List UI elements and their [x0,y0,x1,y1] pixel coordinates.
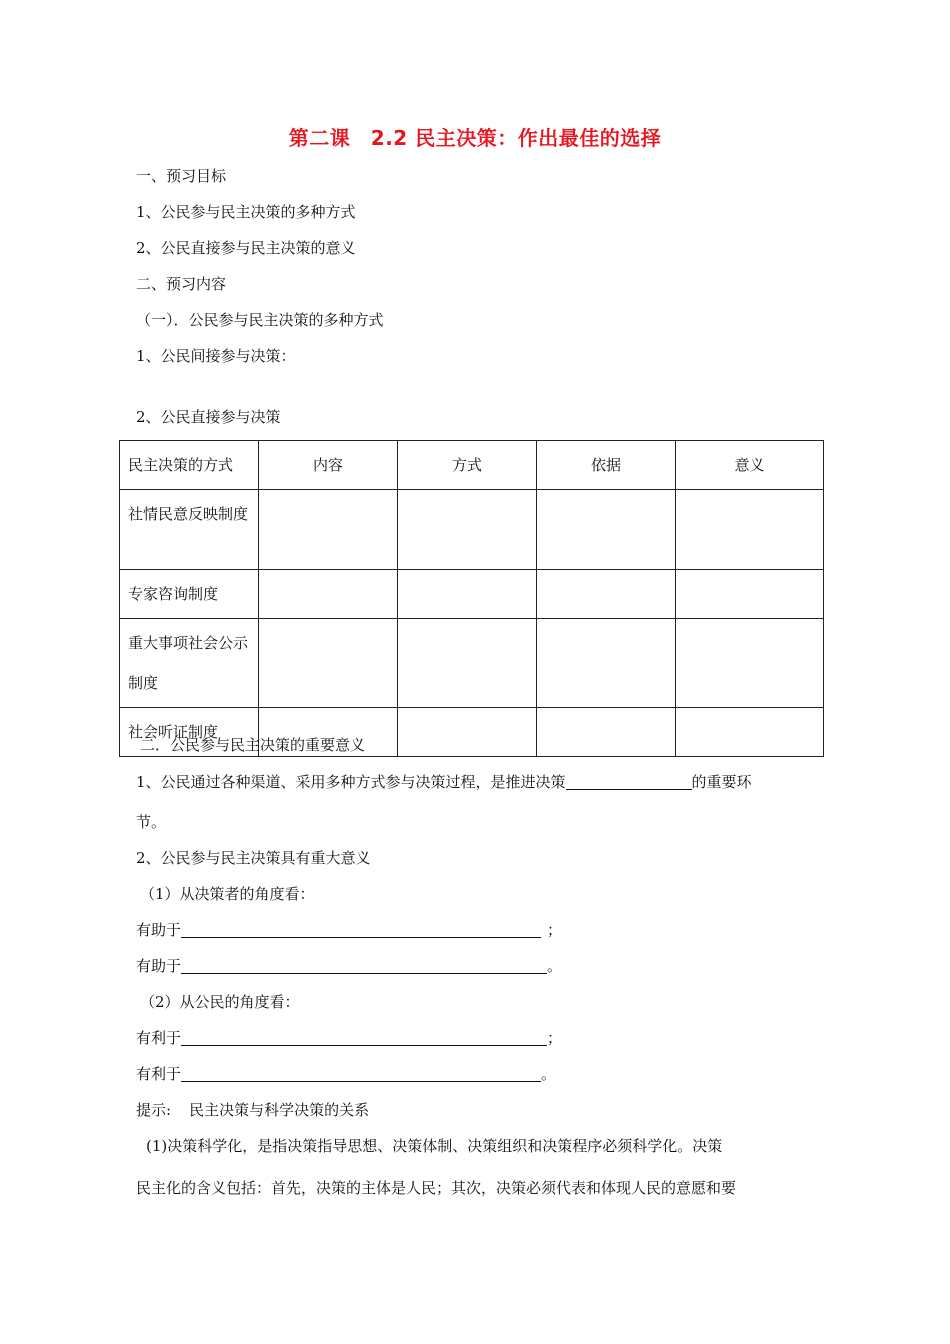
table-row [120,490,824,570]
header-form: 方式 [398,441,537,490]
youli-label: 有利于 [136,1065,182,1083]
header-method: 民主决策的方式 [120,441,259,490]
punct: 。 [541,1065,557,1083]
youzhu-line-2 [136,956,562,976]
goal-2: 2、公民直接参与民主决策的意义 [136,239,356,257]
header-basis: 依据 [537,441,676,490]
table-cell [537,570,676,619]
row-label: 社会听证制度 [120,708,259,757]
tip-line [136,1100,369,1120]
tip-paragraph-line-2: 民主化的含义包括：首先，决策的主体是人民；其次，决策必须代表和体现人民的意愿和要 [136,1179,737,1197]
punct: ； [547,1029,563,1047]
question-1: （1）从决策者的角度看： [140,885,315,903]
document-title: 第二课 2.2 民主决策：作出最佳的选择 [288,126,662,150]
table-cell [398,570,537,619]
indirect-participation: 1、公民间接参与决策： [136,347,296,365]
table-row [120,570,824,619]
significance-heading: 二．公民参与民主决策的重要意义 [140,736,366,754]
table-row [120,619,824,708]
row-label: 专家咨询制度 [120,570,259,619]
table-cell [676,619,824,708]
table-cell [537,490,676,570]
table-header-row [120,441,824,490]
table-cell [259,619,398,708]
table-cell [676,570,824,619]
decision-methods-table [119,440,824,757]
fill-blank[interactable] [181,957,547,974]
fill-blank[interactable] [181,1065,541,1082]
significance-p1-cont: 节。 [136,813,167,831]
table-cell [676,708,824,757]
row-label: 社情民意反映制度 [120,490,259,570]
fill-blank[interactable] [181,921,541,938]
table-cell [537,619,676,708]
header-significance: 意义 [676,441,824,490]
youzhu-label: 有助于 [136,921,182,939]
fill-blank[interactable] [566,773,692,790]
fill-blank[interactable] [181,1029,547,1046]
goal-1: 1、公民参与民主决策的多种方式 [136,203,356,221]
header-content: 内容 [259,441,398,490]
table-cell [676,490,824,570]
tip-paragraph-line-1: (1)决策科学化，是指决策指导思想、决策体制、决策组织和决策程序必须科学化。决策 [146,1137,723,1155]
youzhu-label: 有助于 [136,957,182,975]
row-label: 重大事项社会公示制度 [120,619,259,708]
content-heading: 二、预习内容 [136,275,227,293]
tip-title: 民主决策与科学决策的关系 [189,1101,370,1119]
question-2: （2）从公民的角度看： [140,993,300,1011]
significance-p1 [136,772,752,792]
direct-participation: 2、公民直接参与决策 [136,408,281,426]
table-cell [398,619,537,708]
table-cell [398,490,537,570]
table-cell [398,708,537,757]
p1-text: 1、公民通过各种渠道、采用多种方式参与决策过程，是推进决策 [136,773,566,791]
youzhu-line-1 [136,920,562,940]
table-cell [537,708,676,757]
goals-heading: 一、预习目标 [136,167,227,185]
youli-label: 有利于 [136,1029,182,1047]
youli-line-1 [136,1028,562,1048]
youli-line-2 [136,1064,556,1084]
p1-text-after: 的重要环 [691,773,752,791]
tip-label: 提示: [136,1101,172,1119]
significance-p2: 2、公民参与民主决策具有重大意义 [136,849,371,867]
table-cell [259,570,398,619]
table-cell [259,490,398,570]
punct: ； [547,921,563,939]
subsection-1: （一）．公民参与民主决策的多种方式 [136,311,384,329]
punct: 。 [547,957,563,975]
